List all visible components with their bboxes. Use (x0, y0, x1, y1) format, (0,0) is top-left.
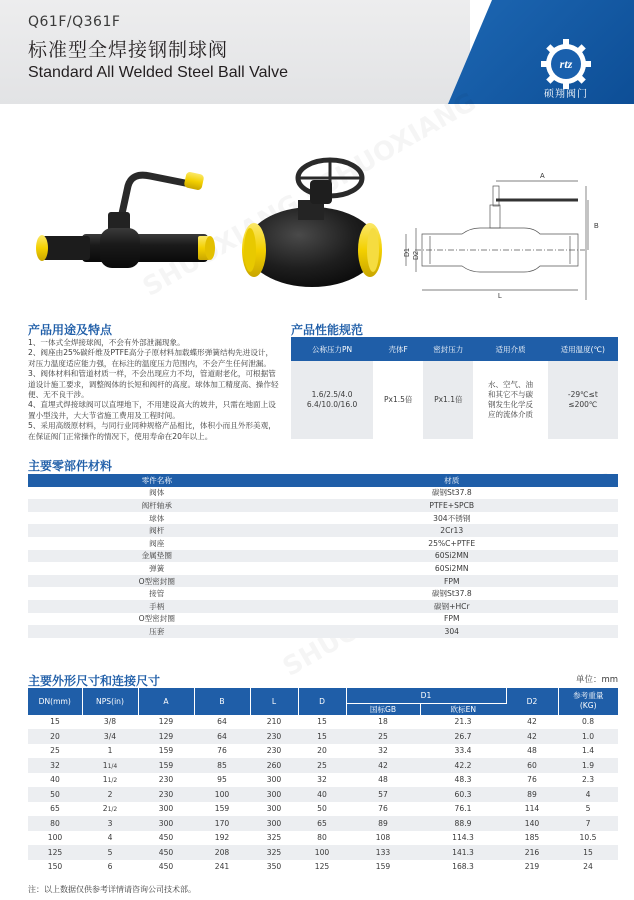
dims-cell: 230 (138, 787, 194, 802)
dims-cell: 1.9 (558, 758, 618, 773)
dims-cell: 80 (28, 816, 82, 831)
drawing-label-d1: D1 (404, 248, 411, 257)
table-row (28, 600, 618, 613)
drawing-label-l: L (498, 293, 502, 300)
table-row (28, 537, 618, 550)
table-row (28, 860, 618, 875)
dims-cell: 50 (28, 787, 82, 802)
dims-cell: 15 (50, 717, 60, 727)
nps-value: 3/8 (103, 717, 117, 727)
valve-gear-image (242, 160, 382, 287)
nps-value: 3/4 (103, 731, 117, 741)
dims-cell: 100 (194, 787, 250, 802)
perf-header: 适用介质 (473, 337, 547, 361)
nps-value: 6 (107, 862, 113, 872)
parts-cell: 阀体 (28, 487, 286, 500)
nps-value: 1 (102, 775, 108, 785)
parts-cell: O型密封圈 (28, 575, 286, 588)
section-title-use: 产品用途及特点 (28, 323, 113, 337)
dims-subheader: 国标GB (346, 703, 420, 715)
dims-cell: 141.3 (420, 845, 506, 860)
parts-cell: 304 (286, 625, 618, 638)
dims-cell: 325 (266, 833, 282, 843)
dims-cell: 159 (375, 862, 391, 872)
dims-cell: 60 (506, 758, 558, 773)
dims-cell (82, 744, 138, 759)
dims-cell: 125 (314, 862, 330, 872)
dims-header: D2 (506, 688, 558, 715)
section-title-parts: 主要零部件材料 (28, 459, 113, 473)
perf-header: 壳体F (373, 337, 423, 361)
dims-cell: 65 (298, 816, 346, 831)
perf-header: 适用温度(℃) (548, 337, 618, 361)
dims-cell: 159 (138, 758, 194, 773)
drawing-label-d2: D2 (413, 251, 420, 260)
dims-cell: 208 (194, 845, 250, 860)
dims-cell: 32 (28, 758, 82, 773)
dims-cell: 15 (317, 717, 327, 727)
table-row (28, 758, 618, 773)
dims-header: NPS(in) (82, 688, 138, 715)
dims-cell: 159 (158, 746, 174, 756)
dims-cell: 350 (266, 862, 282, 872)
dims-cell: 76 (217, 746, 227, 756)
perf-cell: Px1.5倍 (373, 361, 423, 439)
dims-cell: 20 (317, 746, 327, 756)
dims-cell (82, 729, 138, 744)
dims-header: D (298, 688, 346, 715)
parts-cell: 手柄 (28, 600, 286, 613)
dims-cell: 88.9 (420, 816, 506, 831)
dims-cell (82, 715, 138, 730)
table-row (28, 845, 618, 860)
dims-cell: 57 (346, 787, 420, 802)
dims-cell: 241 (214, 862, 230, 872)
dims-cell: 125 (28, 845, 82, 860)
dims-cell (82, 802, 138, 817)
dims-cell: 230 (250, 729, 298, 744)
perf-cell: -29℃≤t ≤200℃ (548, 361, 618, 439)
perf-cell: 水、空气、油 和其它不与碳 钢发生化学反 应的流体介质 (473, 361, 547, 439)
dims-cell: 170 (194, 816, 250, 831)
dims-cell: 108 (375, 833, 391, 843)
dims-cell: 32 (317, 775, 327, 785)
nps-value: 1 (102, 760, 108, 770)
dims-cell: 140 (506, 816, 558, 831)
drawing-label-a: A (540, 173, 545, 180)
dims-cell: 300 (266, 804, 282, 814)
dims-cell: 129 (138, 729, 194, 744)
parts-cell: 碳钢+HCr (286, 600, 618, 613)
table-row (28, 787, 618, 802)
dims-cell: 100 (47, 833, 63, 843)
parts-cell: FPM (286, 613, 618, 626)
table-row (28, 562, 618, 575)
table-row (28, 744, 618, 759)
dims-cell: 7 (558, 816, 618, 831)
dims-cell: 25 (50, 746, 60, 756)
dims-cell: 40 (50, 775, 60, 785)
dims-cell: 4 (558, 787, 618, 802)
table-row (28, 816, 618, 831)
dims-cell: 300 (250, 816, 298, 831)
table-row (28, 487, 618, 500)
table-row (28, 512, 618, 525)
table-row (28, 613, 618, 626)
dims-cell: 210 (266, 717, 282, 727)
dims-cell: 89 (346, 816, 420, 831)
title-english: Standard All Welded Steel Ball Valve (28, 64, 289, 81)
dims-cell: 10.5 (579, 833, 597, 843)
parts-cell: 304不锈钢 (286, 512, 618, 525)
dims-cell: 20 (28, 729, 82, 744)
parts-cell: 2Cr13 (286, 524, 618, 537)
parts-cell: FPM (286, 575, 618, 588)
dims-cell: 1.4 (581, 746, 595, 756)
dims-cell: 114.3 (452, 833, 474, 843)
dims-cell: 325 (250, 845, 298, 860)
table-row (28, 729, 618, 744)
perf-header: 公称压力PN (291, 337, 373, 361)
dimension-drawing (406, 181, 588, 300)
dims-cell: 42.2 (420, 758, 506, 773)
dims-cell: 450 (158, 833, 174, 843)
unit-label: 单位：mm (575, 675, 618, 685)
dims-cell: 133 (346, 845, 420, 860)
page-header (0, 0, 634, 104)
table-row (28, 625, 618, 638)
use-paragraph: 5、采用高级原材料，与同行业同种规格产品相比，体积小而且外形美观，在保证阀门正常操作的情况下，使用寿命在20年以上。 (28, 421, 276, 441)
dims-cell: 168.3 (452, 862, 474, 872)
dims-cell: 230 (158, 775, 174, 785)
section-title-performance: 产品性能规范 (291, 323, 364, 337)
dims-cell: 18 (378, 717, 388, 727)
dims-cell: 114 (524, 804, 540, 814)
use-paragraph: 3、阀体材料和管道材质一样，不会出现应力不均，管道耐老化，可根据管道设计施工要求，调整阀体的长短和阀杆的高度。球体加工精度高、操作轻便、无不良干涉。 (28, 369, 279, 400)
dims-cell (82, 845, 138, 860)
use-description (28, 338, 280, 442)
dims-cell: 300 (266, 775, 282, 785)
dims-header: A (138, 688, 194, 715)
logo-mark: rtz (559, 57, 573, 71)
dims-cell: 192 (214, 833, 230, 843)
table-row (28, 773, 618, 788)
dims-cell: 219 (524, 862, 540, 872)
section-title-dimensions: 主要外形尺寸和连接尺寸 (28, 674, 161, 688)
nps-value: 2 (107, 789, 113, 799)
dims-cell: 129 (158, 717, 174, 727)
drawing-label-b: B (594, 223, 599, 230)
performance-table (291, 337, 618, 439)
dims-cell: 100 (298, 845, 346, 860)
parts-cell: 弹簧 (28, 562, 286, 575)
perf-header: 密封压力 (423, 337, 473, 361)
parts-cell: 60Si2MN (286, 550, 618, 563)
parts-cell: 碳钢St37.8 (286, 487, 618, 500)
dims-cell: 300 (158, 804, 174, 814)
nps-fraction: 1/4 (107, 762, 118, 770)
parts-cell: 阀杆 (28, 524, 286, 537)
dims-cell: 42 (527, 717, 537, 727)
dims-cell: 33.4 (454, 746, 472, 756)
dims-cell: 64 (194, 729, 250, 744)
dims-header: L (250, 688, 298, 715)
product-images (0, 150, 634, 315)
dims-cell: 76.1 (454, 804, 472, 814)
nps-value: 1 (107, 746, 113, 756)
dims-cell: 15 (298, 729, 346, 744)
parts-cell: 碳钢St37.8 (286, 587, 618, 600)
dims-subheader: 欧标EN (420, 703, 506, 715)
dims-cell: 5 (585, 804, 591, 814)
parts-cell: 阀杆轴承 (28, 499, 286, 512)
dims-cell: 150 (47, 862, 63, 872)
dims-cell: 32 (378, 746, 388, 756)
dims-cell (82, 816, 138, 831)
perf-cell: Px1.1倍 (423, 361, 473, 439)
dims-cell: 25 (346, 729, 420, 744)
dims-cell: 21.3 (454, 717, 472, 727)
dims-cell: 26.7 (420, 729, 506, 744)
dims-header: DN(mm) (28, 688, 82, 715)
dims-cell: 0.8 (581, 717, 595, 727)
dims-cell: 42 (346, 758, 420, 773)
dims-cell: 1.0 (558, 729, 618, 744)
table-row (28, 587, 618, 600)
parts-cell: 接管 (28, 587, 286, 600)
parts-cell: 60Si2MN (286, 562, 618, 575)
model-number: Q61F/Q361F (28, 14, 121, 30)
use-paragraph: 1、一体式全焊接球阀，不会有外部泄漏现象。 (28, 338, 185, 347)
dims-cell: 40 (298, 787, 346, 802)
table-row (28, 715, 618, 730)
dims-header: D1 (346, 688, 506, 703)
dims-cell (82, 831, 138, 846)
nps-value: 5 (107, 847, 113, 857)
dims-cell: 95 (217, 775, 227, 785)
nps-value: 2 (102, 804, 108, 814)
use-paragraph: 4、直埋式焊接球阀可以直埋地下，不用建设高大的坡井，只需在地面上设置小型浅井，大大节省施工费用及工程时间。 (28, 400, 276, 420)
dims-cell: 60.3 (420, 787, 506, 802)
table-row (28, 499, 618, 512)
dims-cell: 24 (583, 862, 593, 872)
parts-cell: 25%C+PTFE (286, 537, 618, 550)
title-chinese: 标准型全焊接钢制球阀 (28, 39, 229, 61)
dims-cell: 450 (158, 862, 174, 872)
valve-lever-image (36, 171, 215, 268)
dims-cell: 450 (138, 845, 194, 860)
parts-cell: 压套 (28, 625, 286, 638)
dimensions-table (28, 688, 618, 874)
dims-cell: 230 (266, 746, 282, 756)
use-paragraph: 2、阀座由25%碳纤维及PTFE高分子原材料加载蝶形弹簧结构先进设计，对压力温度适应能力强，在标注的温度压力范围内，不会产生任何泄漏。 (28, 348, 274, 368)
parts-cell: 金属垫圈 (28, 550, 286, 563)
dims-cell: 185 (524, 833, 540, 843)
dims-cell (82, 860, 138, 875)
dims-header: B (194, 688, 250, 715)
dims-cell (82, 787, 138, 802)
parts-cell: O型密封圈 (28, 613, 286, 626)
dims-cell: 48 (527, 746, 537, 756)
dims-cell: 42 (506, 729, 558, 744)
dims-cell (82, 773, 138, 788)
dims-cell: 65 (50, 804, 60, 814)
dims-cell: 159 (214, 804, 230, 814)
parts-cell: 阀座 (28, 537, 286, 550)
perf-cell: 1.6/2.5/4.0 6.4/10.0/16.0 (291, 361, 373, 439)
nps-fraction: 1/2 (107, 777, 118, 785)
dims-cell: 48 (378, 775, 388, 785)
parts-cell: PTFE+SPCB (286, 499, 618, 512)
table-row (28, 550, 618, 563)
dims-cell: 85 (194, 758, 250, 773)
dims-cell: 216 (506, 845, 558, 860)
company-logo-icon (540, 38, 592, 90)
dims-cell: 300 (138, 816, 194, 831)
dims-cell: 76 (527, 775, 537, 785)
nps-value: 3 (107, 818, 113, 828)
dims-cell (82, 758, 138, 773)
table-row (28, 831, 618, 846)
dims-cell: 300 (250, 787, 298, 802)
dims-cell: 89 (506, 787, 558, 802)
parts-cell: 球体 (28, 512, 286, 525)
dims-cell: 15 (558, 845, 618, 860)
dims-header: 参考重量 (KG) (558, 688, 618, 715)
table-row (28, 575, 618, 588)
dims-cell: 50 (317, 804, 327, 814)
dims-cell: 48.3 (454, 775, 472, 785)
table-row (28, 524, 618, 537)
company-name: 硕翔阀门 (544, 89, 588, 100)
dims-cell: 76 (378, 804, 388, 814)
table-row (28, 802, 618, 817)
footnote: 注：以上数据仅供参考详情请咨询公司技术部。 (28, 885, 196, 894)
dims-cell: 80 (317, 833, 327, 843)
dims-cell: 64 (217, 717, 227, 727)
nps-fraction: 1/2 (107, 806, 118, 814)
dims-cell: 260 (250, 758, 298, 773)
dims-cell: 25 (298, 758, 346, 773)
dims-cell: 2.3 (581, 775, 595, 785)
parts-header: 材质 (286, 474, 618, 487)
nps-value: 4 (107, 833, 113, 843)
parts-table (28, 474, 618, 638)
parts-header: 零件名称 (28, 474, 286, 487)
